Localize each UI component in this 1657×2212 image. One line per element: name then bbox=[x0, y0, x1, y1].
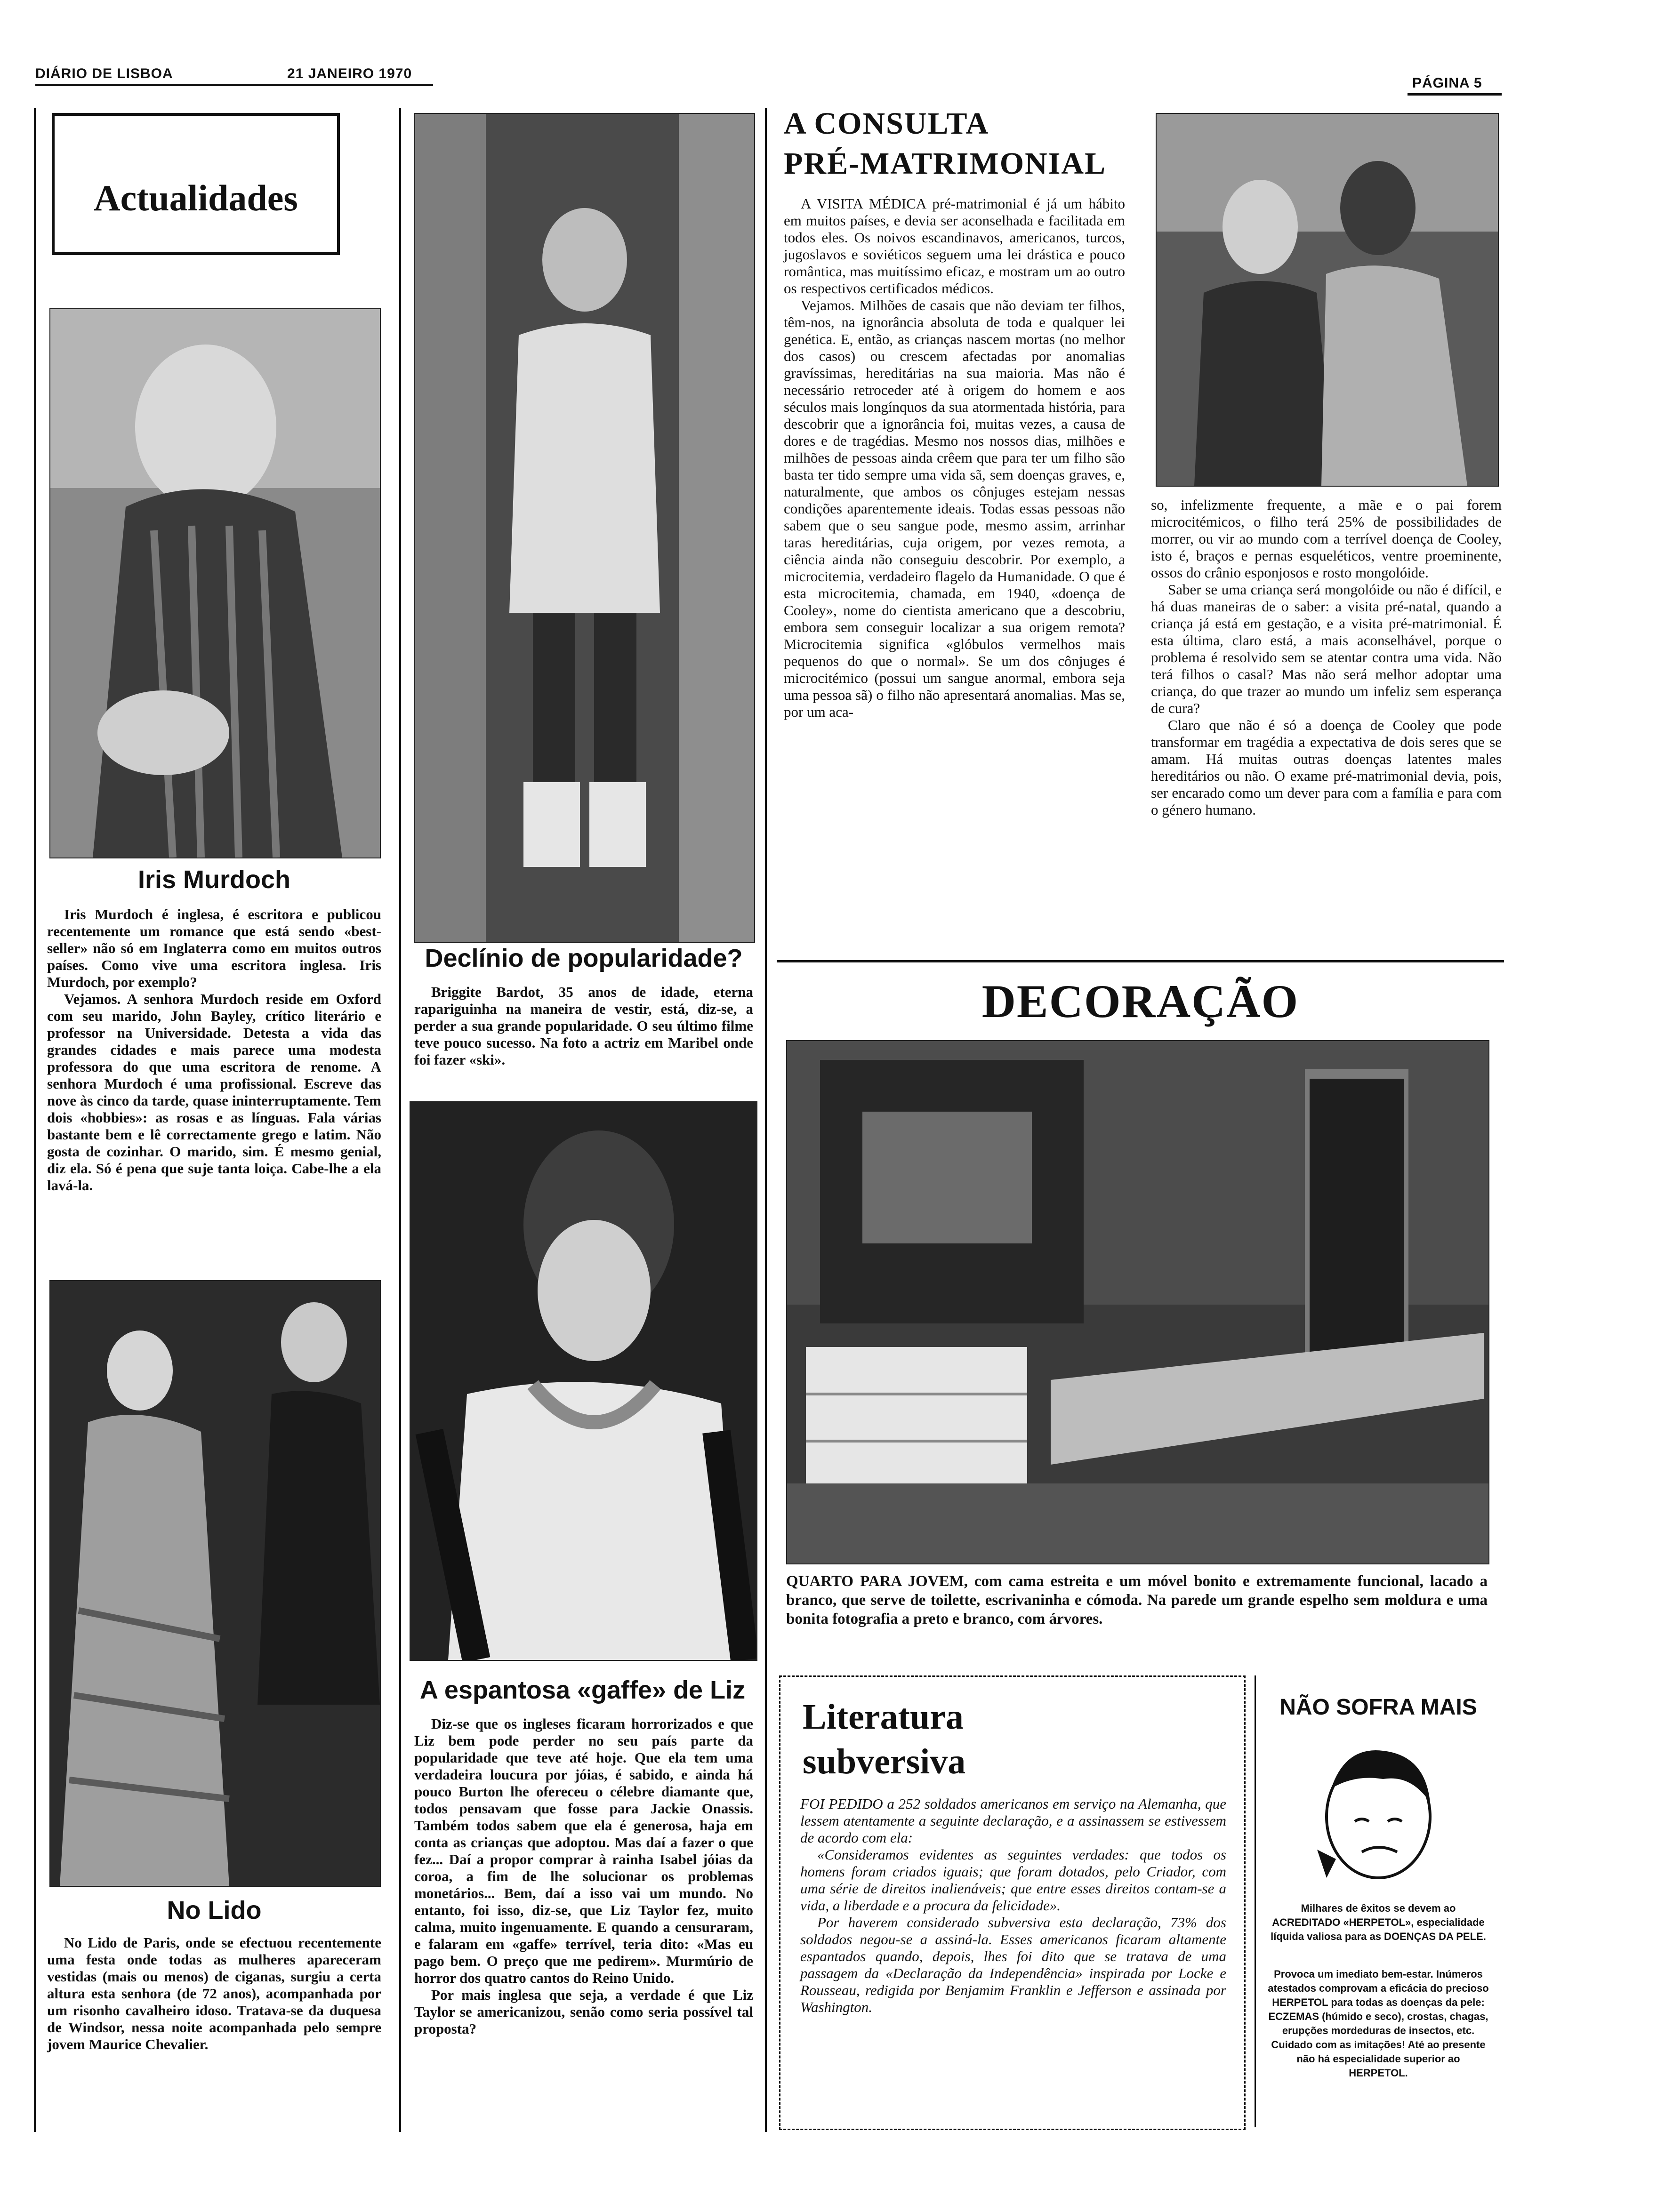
literatura-title-line1: Literatura bbox=[803, 1697, 964, 1737]
consulta-bottom-rule bbox=[777, 960, 1504, 962]
decoracao-caption-lead: QUARTO PARA JOVEM, bbox=[786, 1573, 968, 1590]
column-rule-1 bbox=[399, 108, 401, 2132]
literatura-article bbox=[800, 1795, 1226, 2016]
couple-photo bbox=[1156, 113, 1499, 487]
herpetol-ad bbox=[1255, 1675, 1501, 2127]
decoracao-caption-text: com cama estreita e um móvel bonito e extremamente funcional, lacado a branco, que serve de toilette, escrivaninha e cómoda. Na parede um grande espelho sem moldura e uma bonita fotografia a preto e branco, com árvores. bbox=[786, 1573, 1488, 1627]
newspaper-name: DIÁRIO DE LISBOA bbox=[35, 66, 173, 81]
issue-date: 21 JANEIRO 1970 bbox=[287, 66, 412, 81]
column-rule-2 bbox=[765, 108, 767, 2132]
consulta-column-2 bbox=[1151, 497, 1502, 818]
header-rule-right bbox=[1408, 93, 1502, 96]
liz-title: A espantosa «gaffe» de Liz bbox=[419, 1676, 746, 1704]
consulta-paragraph: A VISITA MÉDICA pré-matrimonial é já um hábito em muitos países, e devia ser aconselhada e facilitada em todos eles. Os noivos escandinavos, americanos, turcos, jugoslavos e soviéticos seguem uma lei drástica e pouco romântica, mas muitíssimo eficaz, e mostram um ao outro os respectivos certificados médicos. bbox=[784, 195, 1125, 297]
bardot-title: Declínio de popularidade? bbox=[425, 944, 743, 972]
iris-murdoch-photo bbox=[49, 308, 381, 858]
section-label-box bbox=[52, 113, 340, 255]
decoracao-photo bbox=[786, 1040, 1489, 1564]
consulta-title-line1: A CONSULTA bbox=[784, 106, 989, 141]
liz-article bbox=[414, 1715, 753, 2037]
decoracao-caption bbox=[786, 1572, 1488, 1628]
consulta-paragraph: so, infelizmente frequente, a mãe e o pai forem microcitémicos, o filho terá 25% de possibilidades de morrer, ou vir ao mundo com a terrível doença de Cooley, isto é, braços e pernas esqueléticos, ventre proeminente, ossos do crânio esponjosos e rosto mongolóide. bbox=[1151, 497, 1502, 581]
ad-text-2: Provoca um imediato bem-estar. Inúmeros atestados comprovam a eficácia do precioso HERPETOL para todas as doenças da pele: ECZEMAS (húmido e seco), crostas, chagas, erupções mordeduras de insectos, etc. Cuidado com as imitações! Até ao presente não há especialidade superior ao HERPETOL. bbox=[1268, 1968, 1489, 2079]
ad-text-1: Milhares de êxitos se devem ao ACREDITADO «HERPETOL», especialidade líquida valiosa para as DOENÇAS DA PELE. bbox=[1271, 1902, 1486, 1942]
ad-title: NÃO SOFRA MAIS bbox=[1279, 1695, 1477, 1720]
bardot-article bbox=[414, 984, 753, 1068]
lido-title: No Lido bbox=[167, 1896, 262, 1924]
literatura-paragraph: FOI PEDIDO a 252 soldados americanos em serviço na Alemanha, que lessem atentamente a seguinte declaração, e a assinassem se estivessem de acordo com ela: bbox=[800, 1795, 1226, 1846]
bardot-paragraph: Briggite Bardot, 35 anos de idade, eterna rapariguinha na maneira de vestir, está, diz-se, a perder a sua grande popularidade. O seu último filme teve pouco sucesso. Na foto a actriz em Maribel onde foi fazer «ski». bbox=[414, 984, 753, 1068]
iris-paragraph: Iris Murdoch é inglesa, é escritora e publicou recentemente um romance que está sendo «best-seller» não só em Inglaterra como em muitos outros países. Como vive uma escritora inglesa. Iris Murdoch, por exemplo? bbox=[47, 906, 381, 990]
consulta-paragraph: Saber se uma criança será mongolóide ou não é difícil, e há duas maneiras de o saber: a visita pré-natal, quando a criança já está em gestação, e a visita pré-matrimonial. É esta última, claro está, a mais aconselhável, porque o problema é resolvido sem se atentar contra uma vida. Não terá filhos o casal? Mas não será melhor adoptar uma criança, do que trazer ao mundo um infeliz sem esperança de cura? bbox=[1151, 581, 1502, 716]
header-rule-left bbox=[35, 84, 433, 86]
iris-paragraph: Vejamos. A senhora Murdoch reside em Oxford com seu marido, John Bayley, crítico literário e professor na Universidade. Detesta a vida das grandes cidades e mais parece uma modesta professora do que uma escritora de renome. A senhora Murdoch é uma profissional. Escreve das nove às cinco da tarde, quase ininterruptamente. Tem dois «hobbies»: as rosas e as línguas. Fala várias bastante bem e lê correctamente grego e latim. Não gosta de cozinhar. O marido, sim. É mesmo genial, diz ela. Só é pena que suje tanta loiça. Cabe-lhe a ela lavá-la. bbox=[47, 991, 381, 1194]
lido-photo bbox=[49, 1280, 381, 1887]
liz-taylor-photo bbox=[410, 1101, 757, 1661]
liz-paragraph: Diz-se que os ingleses ficaram horrorizados e que Liz bem pode perder no seu país parte da popularidade que teve até hoje. Que ela tem uma verdadeira loucura por jóias, é sabido, e ainda há pouco Burton lhe ofereceu o célebre diamante que, todos pensavam que fosse para Jackie Onassis. Também todos sabem que ela é generosa, haja em conta as crianças que adoptou. Mas daí a fazer o que fez... Daí a propor comprar à rainha Isabel jóias da coroa, a fim de lhe solucionar os problemas monetários... Bem, daí a isso vai um mundo. No entanto, foi isso, diz-se, que Liz Taylor fez, muito calma, muito ingenuamente. E quando a censuraram, e falaram em «gaffe» terrível, teria dito: «Mas eu pago bem. O preço que me pedirem». Murmúrio de horror dos quatro cantos do Reino Unido. bbox=[414, 1715, 753, 1986]
consulta-title-line2: PRÉ-MATRIMONIAL bbox=[784, 146, 1107, 181]
consulta-paragraph: Vejamos. Milhões de casais que não deviam ter filhos, têm-nos, na ignorância absoluta de toda e qualquer lei genética. E, então, as crianças nascem mortas (no melhor dos casos) ou crescem afectadas por anomalias gravíssimas, hereditárias na sua maioria. Mas não é necessário retroceder até à origem do homem e aos séculos mais longínquos da sua atormentada história, para descobrir que a ignorância foi, muitas vezes, a causa de dores e de tragédias. Mesmo nos nossos dias, milhões e milhões de pessoas ainda crêem que para ter um filho são basta ter tido sempre uma vida sã, sem doenças graves, e, naturalmente, que ambos os cônjuges estejam nessas condições aparentemente ideais. Todas essas pessoas não sabem que o seu sangue pode, mesmo assim, arrinhar taras hereditárias, cuja origem, por vezes remota, a ciência ainda não conseguiu descobrir. Por exemplo, a microcitemia, verdadeiro flagelo da Humanidade. O que é esta microcitemia, chamada, em 1940, «doença de Cooley», nome do cientista americano que a descobriu, embora sem conseguir localizar a sua origem remota? Microcitemia significa «glóbulos vermelhos mais pequenos do que o normal». Se um dos cônjuges é microcitémico (possui um sangue anormal, embora seja uma pessoa sã) o filho não apresentará anomalias. Mas se, por um aca- bbox=[784, 297, 1125, 720]
decoracao-title: DECORAÇÃO bbox=[981, 975, 1299, 1027]
consulta-paragraph: Claro que não é só a doença de Cooley que pode transformar em tragédia a expectativa de dois seres que se amam. Há muitas outras doenças latentes males hereditários ou não. O exame pré-matrimonial devia, pois, ser encarado como um dever para com a família e para com o género humano. bbox=[1151, 717, 1502, 818]
page-number: PÁGINA 5 bbox=[1412, 75, 1482, 91]
ad-illustration bbox=[1308, 1737, 1449, 1887]
section-label: Actualidades bbox=[94, 177, 298, 218]
iris-murdoch-article bbox=[47, 906, 381, 1194]
literatura-title-line2: subversiva bbox=[803, 1742, 966, 1781]
left-margin-rule bbox=[34, 108, 36, 2132]
lido-paragraph: No Lido de Paris, onde se efectuou recentemente uma festa onde todas as mulheres apareceram vestidas (mais ou menos) de ciganas, surgiu a certa altura esta senhora (de 72 anos), acompanhada por um risonho cavalheiro idoso. Tratava-se da duquesa de Windsor, nessa noite acompanhada pelo sempre jovem Maurice Chevalier. bbox=[47, 1934, 381, 2052]
lido-article bbox=[47, 1934, 381, 2053]
literatura-paragraph: Por haverem considerado subversiva esta declaração, 73% dos soldados negou-se a assiná-la. Esses americanos ficaram altamente espantados quando, depois, lhes foi dito que se tratava de uma passagem da «Declaração da Independência» inspirada por Locke e Rousseau, redigida por Benjamim Franklin e Jefferson e assinada por Washington. bbox=[800, 1914, 1226, 2015]
liz-paragraph: Por mais inglesa que seja, a verdade é que Liz Taylor se americanizou, senão como seria possível tal proposta? bbox=[414, 1987, 753, 2037]
consulta-column-1 bbox=[784, 195, 1125, 721]
iris-murdoch-title: Iris Murdoch bbox=[137, 866, 291, 894]
literatura-paragraph: «Consideramos evidentes as seguintes verdades: que todos os homens foram criados iguais; que foram dotados, pelo Criador, com uma série de direitos inalienáveis; que entre esses direitos contam-se a vida, a liberdade e a procura da felicidade». bbox=[800, 1846, 1226, 1914]
bardot-photo bbox=[414, 113, 755, 943]
